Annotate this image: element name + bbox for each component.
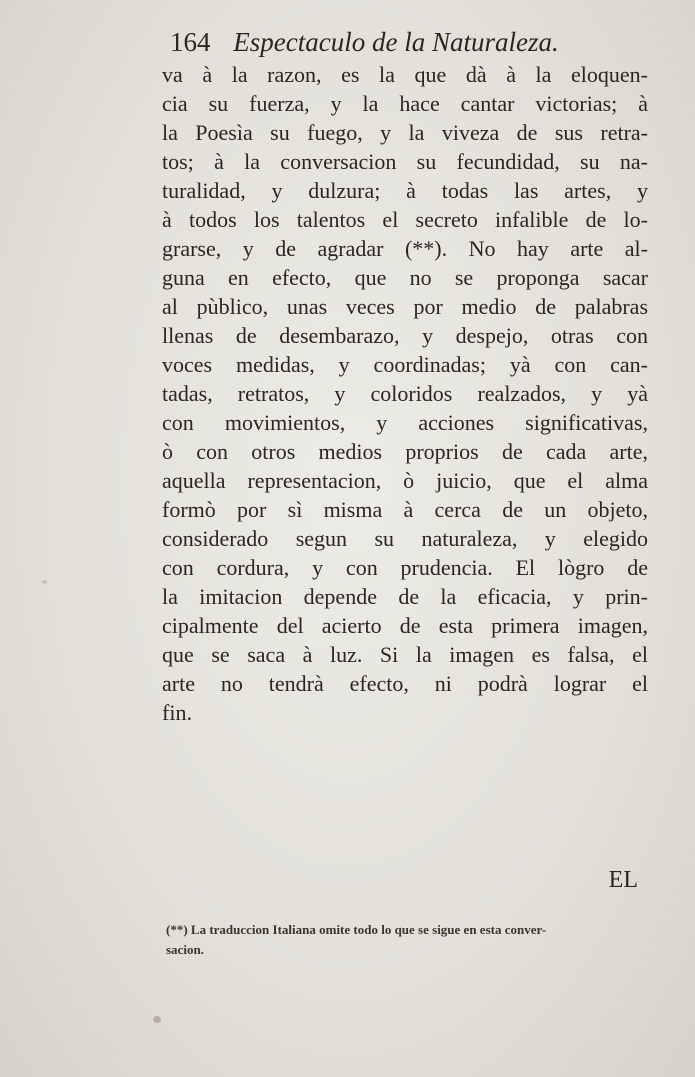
- text-line: va à la razon, es la que dà à la eloquen-: [162, 62, 648, 87]
- footnote-line: sacion.: [166, 942, 204, 957]
- footnote: [166, 920, 650, 960]
- page-header: [170, 22, 610, 62]
- ink-spot: [153, 1016, 161, 1023]
- text-line: cia su fuerza, y la hace cantar victorias; à: [162, 91, 648, 116]
- catchword: EL: [608, 867, 638, 893]
- text-line: tadas, retratos, y coloridos realzados, y yà: [162, 381, 648, 406]
- text-line: con movimientos, y acciones significativas,: [162, 410, 648, 435]
- text-line-last: fin.: [162, 700, 192, 725]
- text-line: grarse, y de agradar (**). No hay arte al-: [162, 236, 648, 261]
- text-line: considerado segun su naturaleza, y elegido: [162, 526, 648, 551]
- text-line: aquella representacion, ò juicio, que el alma: [162, 468, 648, 493]
- text-line: à todos los talentos el secreto infalible de lo-: [162, 207, 648, 232]
- text-line: que se saca à luz. Si la imagen es falsa, el: [162, 642, 648, 667]
- footnote-line: (**) La traduccion Italiana omite todo lo que se sigue en esta conver-: [166, 922, 547, 937]
- ink-spot: [42, 580, 47, 584]
- text-line: turalidad, y dulzura; à todas las artes, y: [162, 178, 648, 203]
- text-line: llenas de desembarazo, y despejo, otras con: [162, 323, 648, 348]
- text-line: tos; à la conversacion su fecundidad, su na-: [162, 149, 648, 174]
- text-line: la Poesìa su fuego, y la viveza de sus retra-: [162, 120, 648, 145]
- body-text: [162, 60, 648, 727]
- text-line: cipalmente del acierto de esta primera imagen,: [162, 613, 648, 638]
- text-line: al pùblico, unas veces por medio de palabras: [162, 294, 648, 319]
- text-line: la imitacion depende de la eficacia, y prin-: [162, 584, 648, 609]
- text-line: con cordura, y con prudencia. El lògro de: [162, 555, 648, 580]
- text-line: voces medidas, y coordinadas; yà con can-: [162, 352, 648, 377]
- text-line: ò con otros medios proprios de cada arte,: [162, 439, 648, 464]
- text-line: formò por sì misma à cerca de un objeto,: [162, 497, 648, 522]
- running-title: Espectaculo de la Naturaleza.: [233, 27, 559, 57]
- text-line: guna en efecto, que no se proponga sacar: [162, 265, 648, 290]
- text-line: arte no tendrà efecto, ni podrà lograr el: [162, 671, 648, 696]
- page-number: 164: [170, 27, 211, 57]
